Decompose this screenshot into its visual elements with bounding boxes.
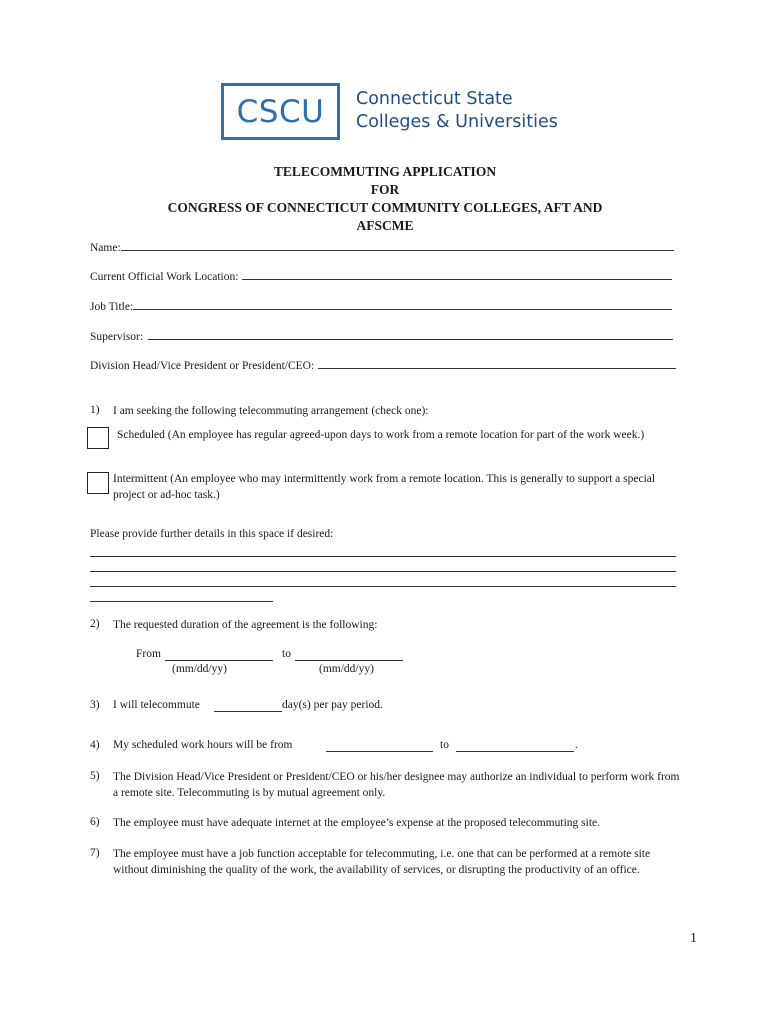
item3-text-after: day(s) per pay period. — [282, 699, 383, 711]
item1-text: I am seeking the following telecommuting arrangement (check one): — [113, 405, 429, 417]
work-hours-end-input[interactable] — [456, 739, 574, 752]
from-label: From — [136, 648, 161, 660]
scheduled-checkbox[interactable] — [87, 427, 109, 449]
name-field[interactable] — [90, 238, 674, 254]
work-location-field[interactable] — [90, 267, 672, 283]
item1-number: 1) — [90, 404, 100, 416]
work-hours-start-input[interactable] — [326, 739, 433, 752]
work-hours-to-label: to — [440, 739, 449, 751]
title-line3: CONGRESS OF CONNECTICUT COMMUNITY COLLEGES, AFT AND — [167, 200, 603, 215]
document-title — [90, 163, 680, 235]
job-title-field[interactable] — [90, 297, 672, 313]
division-head-field[interactable] — [90, 356, 676, 372]
telecommute-days-input[interactable] — [214, 699, 282, 712]
details-prompt: Please provide further details in this space if desired: — [90, 528, 334, 540]
intermittent-checkbox[interactable] — [87, 472, 109, 494]
supervisor-field[interactable] — [90, 327, 673, 343]
item4-end-period: . — [575, 739, 578, 751]
details-line-4[interactable] — [90, 601, 273, 602]
scheduled-option-text: Scheduled (An employee has regular agreed-upon days to work from a remote location for part of the work week.) — [117, 429, 645, 441]
item3-text-before: I will telecommute — [113, 699, 200, 711]
item4-text: My scheduled work hours will be from — [113, 739, 293, 751]
details-line-1[interactable] — [90, 556, 676, 557]
item2-number: 2) — [90, 618, 100, 630]
supervisor-label: Supervisor: — [90, 331, 144, 343]
details-line-2[interactable] — [90, 571, 676, 572]
job-title-input-line[interactable] — [133, 308, 672, 310]
item5-text: The Division Head/Vice President or President/CEO or his/her designee may authorize an individual to perform work from a remote site. Telecommuting is by mutual agreement only. — [113, 771, 680, 799]
from-date-hint: (mm/dd/yy) — [172, 663, 227, 675]
name-label: Name: — [90, 242, 121, 254]
page-number: 1 — [690, 931, 697, 946]
division-head-input-line[interactable] — [318, 367, 676, 369]
from-date-input[interactable] — [165, 648, 273, 661]
logo-institution-name — [356, 88, 558, 134]
item6-text: The employee must have adequate internet at the employee’s expense at the proposed telecommuting site. — [113, 817, 600, 829]
logo-name-line1: Connecticut State — [356, 89, 513, 109]
division-head-label: Division Head/Vice President or President/CEO: — [90, 360, 315, 372]
to-date-input[interactable] — [295, 648, 403, 661]
item4-number: 4) — [90, 739, 100, 751]
logo-abbreviation: CSCU — [236, 93, 325, 130]
details-line-3[interactable] — [90, 586, 676, 587]
item6-number: 6) — [90, 816, 100, 828]
item2-text: The requested duration of the agreement is the following: — [113, 619, 378, 631]
to-label: to — [282, 648, 291, 660]
name-input-line[interactable] — [121, 249, 674, 251]
work-location-input-line[interactable] — [242, 278, 672, 280]
job-title-label: Job Title: — [90, 301, 134, 313]
title-line1: TELECOMMUTING APPLICATION — [273, 164, 497, 179]
item7-text: The employee must have a job function acceptable for telecommuting, i.e. one that can be performed at a remote site without diminishing the quality of the work, the availability of services, or disrupting the productivity of an office. — [113, 848, 651, 876]
title-line2: FOR — [370, 182, 400, 197]
work-location-label: Current Official Work Location: — [90, 271, 239, 283]
logo-name-line2: Colleges & Universities — [356, 112, 558, 132]
item3-number: 3) — [90, 699, 100, 711]
intermittent-option-text: Intermittent (An employee who may intermittently work from a remote location. This is generally to support a special project or ad-hoc task.) — [113, 473, 656, 501]
to-date-hint: (mm/dd/yy) — [319, 663, 374, 675]
cscu-logo — [221, 83, 340, 140]
item5-number: 5) — [90, 770, 100, 782]
supervisor-input-line[interactable] — [148, 338, 673, 340]
title-line4: AFSCME — [356, 218, 414, 233]
item7-number: 7) — [90, 847, 100, 859]
